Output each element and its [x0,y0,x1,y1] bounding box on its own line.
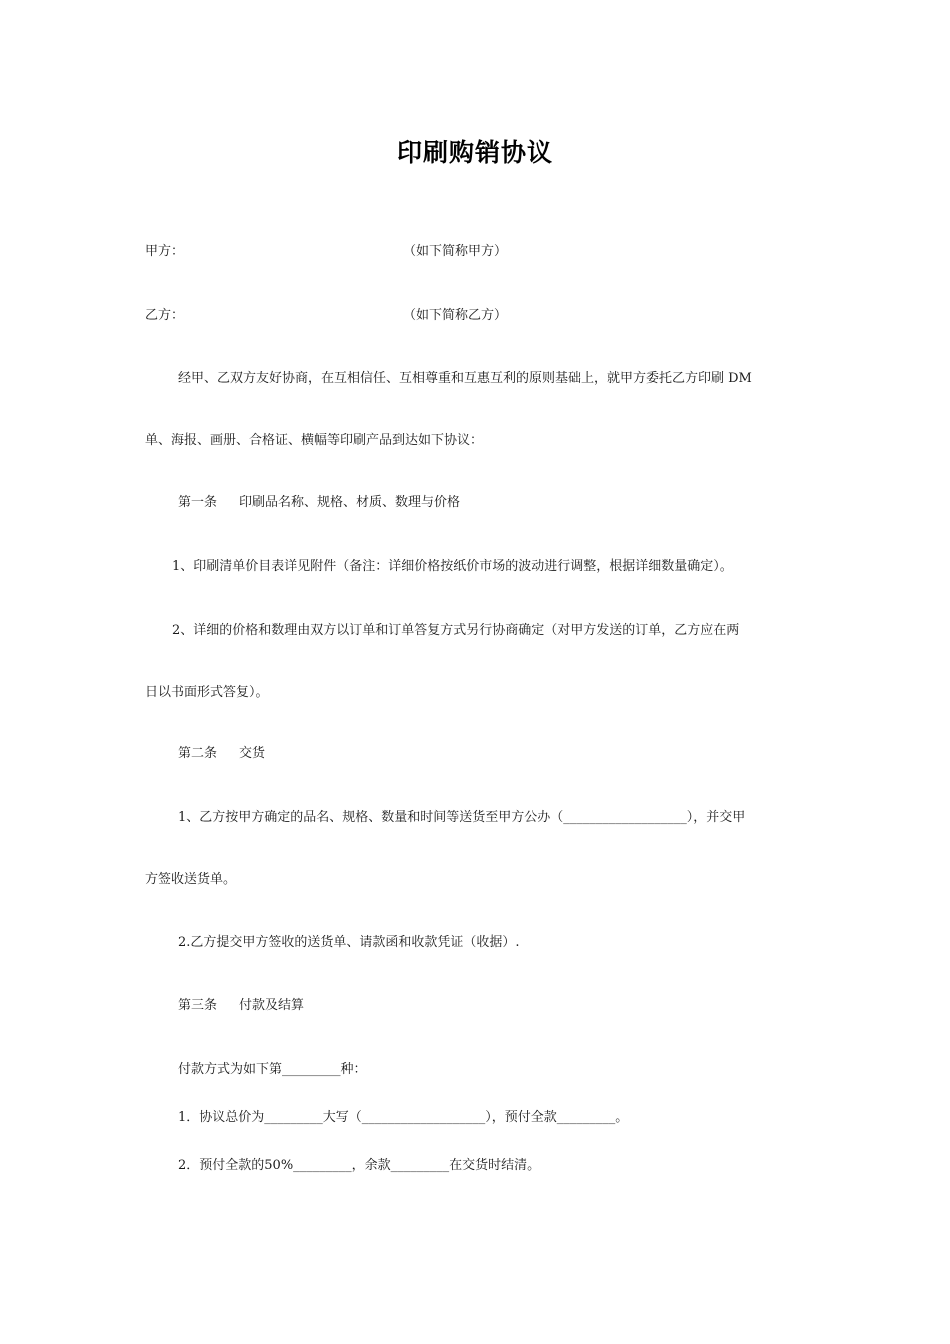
article-2-heading [178,745,265,763]
intro-line-2: 单、海报、画册、合格证、横幅等印刷产品到达如下协议： [145,433,484,448]
document-title: 印刷购销协议 [396,138,553,167]
party-b-note: （如下简称乙方） [403,308,508,323]
article-2-item-2: 2.乙方提交甲方签收的送货单、请款函和收款凭证（收据）. [178,935,520,950]
article-2-item-1-line-2: 方签收送货单。 [145,872,237,887]
party-b-label: 乙方： [145,308,185,323]
article-3-heading [178,997,304,1015]
payment-option-2: 2．预付全款的50%_________，余款_________在交货时结清。 [178,1158,541,1173]
article-1-heading [178,494,460,512]
article-1-item-1: 1、印刷清单价目表详见附件（备注：详细价格按纸价市场的波动进行调整，根据详细数量确定）。 [172,559,733,574]
article-1-number: 第一条 [178,495,218,510]
article-1-title: 印刷品名称、规格、材质、数理与价格 [239,495,461,510]
article-3-number: 第三条 [178,998,218,1013]
payment-method: 付款方式为如下第_________种： [178,1062,367,1077]
party-a-note: （如下简称甲方） [403,244,508,259]
article-2-number: 第二条 [178,746,218,761]
payment-option-1: 1．协议总价为_________大写（___________________），预付全款_________。 [178,1110,629,1125]
article-2-item-1-line-1: 1、乙方按甲方确定的品名、规格、数量和时间等送货至甲方公办（___________________），并交甲 [178,810,746,825]
article-3-title: 付款及结算 [239,998,305,1013]
article-1-item-2-line-2: 日以书面形式答复）。 [145,685,269,700]
party-a-label: 甲方： [145,244,185,259]
article-1-item-2-line-1: 2、详细的价格和数理由双方以订单和订单答复方式另行协商确定（对甲方发送的订单，乙方应在两 [172,623,740,638]
article-2-title: 交货 [239,746,266,761]
intro-line-1: 经甲、乙双方友好协商，在互相信任、互相尊重和互惠互利的原则基础上，就甲方委托乙方印刷 DM [178,371,752,386]
